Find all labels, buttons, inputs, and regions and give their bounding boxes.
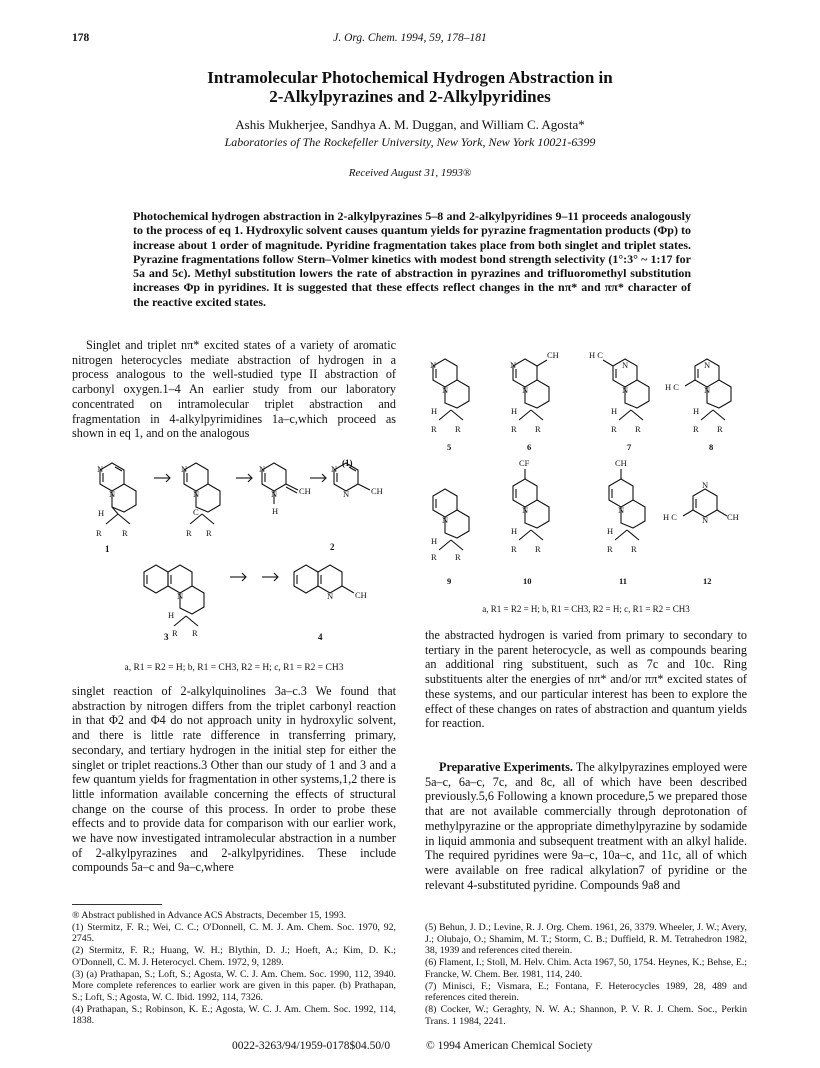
svg-text:H: H xyxy=(272,506,279,516)
scheme-equation-1 xyxy=(72,452,396,677)
compound-label-5: 5 xyxy=(447,442,452,452)
svg-text:R: R xyxy=(186,528,192,538)
page-number: 178 xyxy=(72,32,90,44)
received-date: Received August 31, 1993® xyxy=(348,167,472,179)
svg-text:R: R xyxy=(607,544,613,554)
svg-text:R: R xyxy=(455,552,461,562)
svg-text:N: N xyxy=(193,489,200,499)
svg-text:R: R xyxy=(122,528,128,538)
footnote: (6) Flament, I.; Stoll, M. Helv. Chim. Acta 1967, 50, 1754. Heynes, K.; Behse, E.; Francke, W. Chem. Ber. 1981, 114, 240. xyxy=(425,957,747,980)
abstract: Photochemical hydrogen abstraction in 2-alkylpyrazines 5–8 and 2-alkylpyridines 9–11 proceeds analogously to the process of eq 1. Hydroxylic solvent causes quantum yields for pyrazine fragmentation products (Φp) to increase about 1 order of magnitude. Pyridine fragmentation takes place from both singlet and triplet states. Pyrazine fragmentations follow Stern–Volmer kinetics with modest bond strength selectivity (1°:3° ~ 1:17 for 5a and 5c). Methyl substitution lowers the rate of abstraction in pyrazines and trifluoromethyl substitution increases Φp in pyridines. It is suggested that these effects reflect changes in the nπ* and ππ* character of the reactive excited states. xyxy=(133,209,691,309)
svg-text:N: N xyxy=(622,385,629,395)
svg-text:N: N xyxy=(442,515,449,525)
svg-text:N: N xyxy=(97,464,104,474)
footnote: (4) Prathapan, S.; Robinson, K. E.; Agosta, W. C. J. Am. Chem. Soc. 1992, 114, 1838. xyxy=(72,1003,396,1027)
svg-text:H: H xyxy=(607,526,614,536)
svg-text:N: N xyxy=(271,489,278,499)
scheme2-substituent-key: a, R1 = R2 = H; b, R1 = CH3, R2 = H; c, R1 = R2 = CH3 xyxy=(482,604,690,614)
svg-text:N: N xyxy=(704,360,711,370)
svg-text:R: R xyxy=(172,628,178,638)
article-title-line-1: Intramolecular Photochemical Hydrogen Abstraction in xyxy=(207,68,613,87)
results-paragraph-1: the abstracted hydrogen is varied from primary to secondary to tertiary in the parent heterocycle, as well as compounds bearing an additional ring substituent, such as 7c and 10c. Ring substituents alter the energies of nπ* and/or ππ* excited states of these systems, and our particular interest has been to explore the effect of these changes on rates of abstraction and quantum yields for reaction. xyxy=(425,628,747,731)
author-list: Ashis Mukherjee, Sandhya A. M. Duggan, and William C. Agosta* xyxy=(235,117,585,132)
svg-text:R: R xyxy=(431,552,437,562)
compound-label-11: 11 xyxy=(619,576,628,586)
svg-text:CH: CH xyxy=(355,590,367,600)
svg-text:H: H xyxy=(511,406,518,416)
footnote: (7) Minisci, F.; Vismara, E.; Fontana, F. Heterocycles 1989, 28, 489 and references cited therein. xyxy=(425,980,747,1004)
svg-text:CH: CH xyxy=(615,458,627,468)
section-heading: Preparative Experiments. xyxy=(439,760,573,774)
svg-text:N: N xyxy=(109,489,116,499)
svg-text:N: N xyxy=(522,385,529,395)
compound-label-10: 10 xyxy=(523,576,532,586)
journal-citation: J. Org. Chem. 1994, 59, 178–181 xyxy=(333,32,487,44)
compound-label-6: 6 xyxy=(527,442,532,452)
svg-text:C: C xyxy=(193,507,199,517)
svg-text:N: N xyxy=(177,591,184,601)
svg-text:R: R xyxy=(611,424,617,434)
svg-text:R: R xyxy=(717,424,723,434)
svg-text:R: R xyxy=(431,424,437,434)
footnote: ® Abstract published in Advance ACS Abstracts, December 15, 1993. xyxy=(72,910,347,921)
scheme-compounds-5-12 xyxy=(425,338,747,620)
intro-paragraph-1: Singlet and triplet nπ* excited states of a variety of aromatic nitrogen heterocycles mediate abstraction of hydrogen in a process analogous to the well-studied type II abstraction of carbonyl oxygen.1–4 An earlier study from our laboratory concentrated on intramolecular triplet abstraction and fragmentation in 4-alkylpyrimidines 1a–c,which proceed as shown in eq 1, and on the analogous xyxy=(72,338,396,441)
svg-text:R: R xyxy=(206,528,212,538)
svg-text:N: N xyxy=(331,464,338,474)
footnote: (8) Cocker, W.; Geraghty, N. W. A.; Shannon, P. V. R. J. Chem. Soc., Perkin Trans. 1 1984, 2241. xyxy=(425,1003,747,1027)
svg-text:N: N xyxy=(327,591,334,601)
copyright: © 1994 American Chemical Society xyxy=(426,1040,593,1052)
footnote: (5) Behun, J. D.; Levine, R. J. Org. Chem. 1961, 26, 3379. Wheeler, J. W.; Avery, J.; Olubajo, O.; Shamim, M. T.; Storm, C. B.; Duffield, R. M. Tetrahedron 1982, 38, 1939 and references cited therein. xyxy=(425,922,747,957)
svg-text:R: R xyxy=(96,528,102,538)
svg-text:R: R xyxy=(535,544,541,554)
svg-text:N: N xyxy=(702,515,709,525)
svg-text:R: R xyxy=(635,424,641,434)
svg-text:N: N xyxy=(704,385,711,395)
svg-text:H: H xyxy=(98,508,105,518)
compound-label-9: 9 xyxy=(447,576,452,586)
results-paragraph-2 xyxy=(425,760,747,892)
footnote: (1) Stermitz, F. R.; Wei, C. C.; O'Donnell, C. M. J. Am. Chem. Soc. 1970, 92, 2745. xyxy=(72,921,396,945)
svg-text:R: R xyxy=(511,544,517,554)
svg-text:H: H xyxy=(431,536,438,546)
compound-label-2: 2 xyxy=(330,542,335,552)
eq-number: (1) xyxy=(342,458,353,468)
footnotes-left xyxy=(72,910,396,1027)
svg-text:N: N xyxy=(442,385,449,395)
svg-text:H: H xyxy=(511,526,518,536)
svg-text:CH: CH xyxy=(547,350,559,360)
preparative-text: The alkylpyrazines employed were 5a–c, 6a–c, 7c, and 8c, all of which have been described previously.5,6 Following a known procedure,5 we prepared those that are not available commercially through deprotonation of methylpyrazine or the appropriate dimethylpyrazine by sodamide in liquid ammonia and subsequent treatment with an alkyl halide. The required pyridines were 9a–c, 10a–c, and 11c, all of which were available on free radical alkylation7 of pyridine or the relevant 4-substituted pyridine. Compounds 9a8 and xyxy=(425,760,747,892)
compound-label-8: 8 xyxy=(709,442,714,452)
compound-label-4: 4 xyxy=(318,632,323,642)
svg-text:N: N xyxy=(622,360,629,370)
svg-text:R: R xyxy=(511,424,517,434)
svg-text:N: N xyxy=(510,360,517,370)
svg-text:R: R xyxy=(631,544,637,554)
svg-text:H: H xyxy=(431,406,438,416)
article-title-line-2: 2-Alkylpyrazines and 2-Alkylpyridines xyxy=(269,87,551,106)
svg-text:R: R xyxy=(693,424,699,434)
svg-text:R: R xyxy=(455,424,461,434)
footnote: (2) Stermitz, F. R.; Huang, W. H.; Blythin, D. J.; Hoeft, A.; Kim, D. K.; O'Donnell, C. M. J. Heterocycl. Chem. 1972, 9, 1289. xyxy=(72,945,396,968)
compound-label-7: 7 xyxy=(627,442,632,452)
footnote-rule-left xyxy=(72,904,162,905)
svg-text:H C: H C xyxy=(665,382,679,392)
svg-text:H: H xyxy=(168,610,175,620)
svg-text:H: H xyxy=(611,406,618,416)
compound-label-12: 12 xyxy=(703,576,712,586)
svg-text:N: N xyxy=(522,505,529,515)
svg-text:H: H xyxy=(693,406,700,416)
footnotes-right xyxy=(425,922,747,1027)
svg-text:H C: H C xyxy=(589,350,603,360)
svg-text:H C: H C xyxy=(663,512,677,522)
svg-text:N: N xyxy=(702,480,709,490)
svg-text:R: R xyxy=(535,424,541,434)
intro-paragraph-2: singlet reaction of 2-alkylquinolines 3a–c.3 We found that abstraction by nitrogen differs from the triplet carbonyl reaction in that Φ2 and Φ4 do not approach unity in hydroxylic solvent, and there is little rate difference in transferring primary, secondary, and tertiary hydrogen in the initial step for either the singlet or triplet reactions.3 Other than our study of 1 and 3 and a few quantum yields for fragmentation in other systems,1,2 there is little information available concerning the effects of structural change on the course of this process. In order to probe these effects and to provide data for comparison with our earlier work, we have now investigated intramolecular abstraction in a number of 2-alkylpyrazines and 2-alkylpyridines. These include compounds 5a–c and 9a–c,where xyxy=(72,684,396,875)
compound-label-3: 3 xyxy=(164,632,169,642)
document-code: 0022-3263/94/1959-0178$04.50/0 xyxy=(232,1040,391,1052)
compound-label-1: 1 xyxy=(105,544,110,554)
svg-text:N: N xyxy=(259,464,266,474)
svg-text:R: R xyxy=(192,628,198,638)
svg-text:CF: CF xyxy=(519,458,530,468)
svg-text:CH: CH xyxy=(299,486,311,496)
svg-text:N: N xyxy=(181,464,188,474)
svg-text:N: N xyxy=(430,360,437,370)
svg-text:N: N xyxy=(618,505,625,515)
affiliation: Laboratories of The Rockefeller University, New York, New York 10021-6399 xyxy=(224,135,596,149)
scheme1-substituent-key: a, R1 = R2 = H; b, R1 = CH3, R2 = H; c, R1 = R2 = CH3 xyxy=(124,663,344,673)
svg-text:N: N xyxy=(343,489,350,499)
svg-text:CH: CH xyxy=(727,512,739,522)
svg-text:CH: CH xyxy=(371,486,383,496)
footnote: (3) (a) Prathapan, S.; Loft, S.; Agosta, W. C. J. Am. Chem. Soc. 1990, 112, 3940. More complete references to earlier work are given in this paper. (b) Prathapan, S.; Loft, S.; Agosta, W. C. Ibid. 1992, 114, 7326. xyxy=(72,968,396,1003)
